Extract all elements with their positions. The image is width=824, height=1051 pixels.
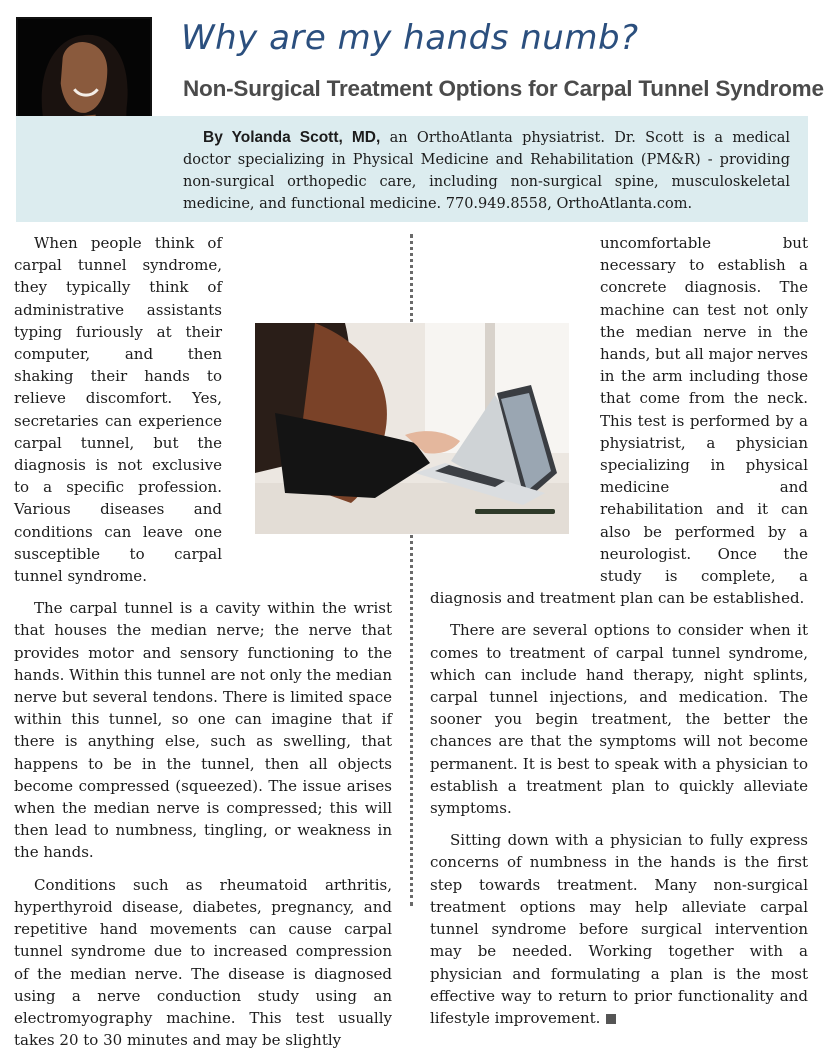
article-photo (255, 323, 569, 534)
paragraph: uncomfortable but necessary to establish a concrete diagnosis. The machine can test not only the median nerve in the hands, but all major nerves in the arm including those that come from the neck. This test is performed by a physiatrist, a physician specializing in physical medicine and rehabilitation and it can also be performed by a neurologist. Once the study is complete, a diagnosis and treatment plan can be established. (430, 234, 809, 608)
laptop-wrist-pain-image (255, 323, 569, 534)
author-bio-text: an OrthoAtlanta physiatrist. Dr. Scott is a medical doctor specializing in Physical Medicine and Rehabilitation (PM&R) - providing non-surgical orthopedic care, including non-surgical spine, musculoskeletal medicine, and functional medicine. 770.949.8558, OrthoAtlanta.com. (183, 130, 791, 212)
paragraph: Sitting down with a physician to fully express concerns of numbness in the hands is the first step towards treatment. Many non-surgical treatment options may help alleviate carpal tunnel syndrome before surgical intervention may be needed. Working together with a physician and formulating a plan is the most effective way to return to prior functionality and lifestyle improvement. (430, 831, 808, 1027)
paragraph: The carpal tunnel is a cavity within the wrist that houses the median nerve; the nerve that provides motor and sensory functioning to the hands. Within this tunnel are not only the median nerve but several tendons. There is limited space within this tunnel, so one can imagine that if there is anything else, such as swelling, that happens to be in the tunnel, then all objects become compressed (squeezed). The issue arises when the median nerve is compressed; this will then lead to numbness, tingling, or weakness in the hands. (14, 599, 392, 862)
end-of-article-icon (606, 1014, 616, 1024)
article-headline: Non-Surgical Treatment Options for Carpal Tunnel Syndrome (183, 76, 824, 101)
paragraph: When people think of carpal tunnel syndrome, they typically think of administrative assistants typing furiously at their computer, and then shaking their hands to relieve discomfort. Yes, secretaries can experience carpal tunnel, but the diagnosis is not exclusive to a specific profession. Various diseases and conditions can leave one susceptible to carpal tunnel syndrome. (14, 234, 222, 586)
article-kicker: Why are my hands numb? (181, 18, 639, 58)
author-byline: By Yolanda Scott, MD, (203, 129, 381, 146)
author-bio (183, 127, 790, 215)
paragraph: There are several options to consider when it comes to treatment of carpal tunnel syndrome, which can include hand therapy, night splints, carpal tunnel injections, and medication. The sooner you begin treatment, the better the chances are that the symptoms will not become permanent. It is best to speak with a physician to establish a treatment plan to quickly alleviate symptoms. (430, 621, 808, 818)
paragraph: Conditions such as rheumatoid arthritis, hyperthyroid disease, diabetes, pregnancy, and repetitive hand movements can cause carpal tunnel syndrome due to increased compression of the median nerve. The disease is diagnosed using a nerve conduction study using an electromyography machine. This test usually takes 20 to 30 minutes and may be slightly (14, 875, 392, 1050)
